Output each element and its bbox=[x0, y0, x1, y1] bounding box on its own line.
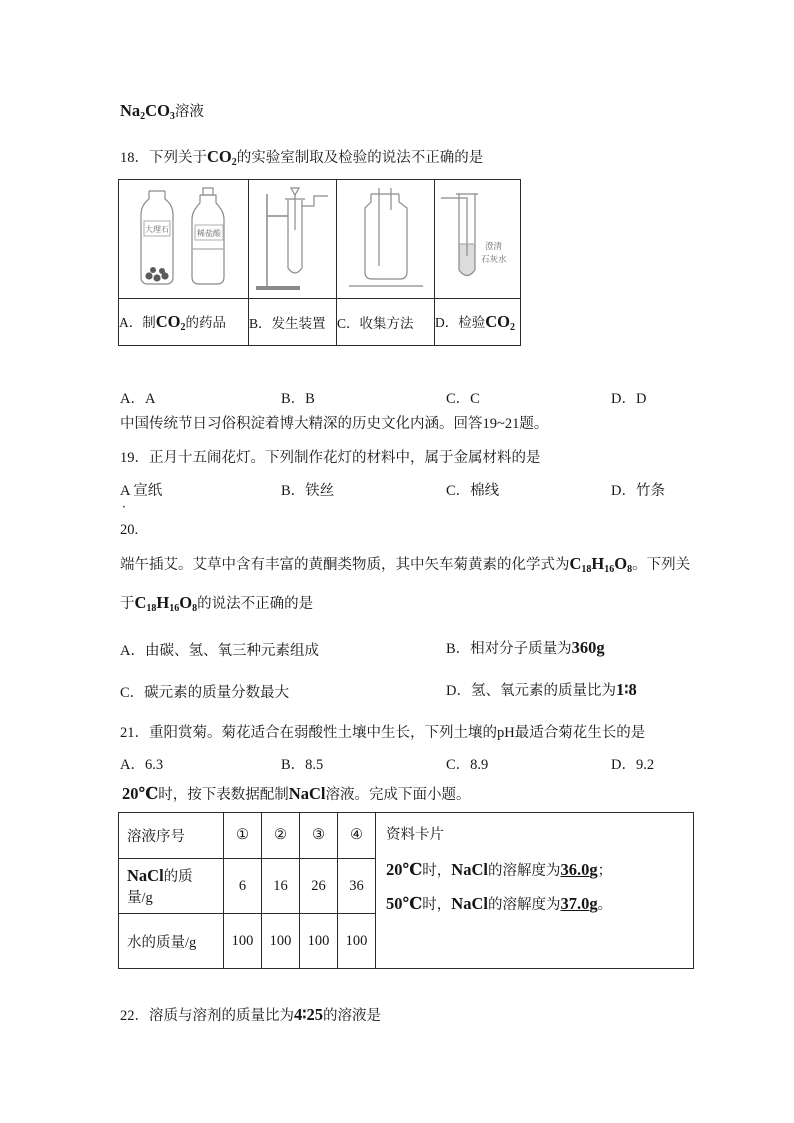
header-solution-number: 溶液序号 bbox=[119, 813, 224, 859]
q21-option-c: C．8.9 bbox=[446, 757, 489, 773]
limewater-label-line1: 澄清 bbox=[484, 241, 502, 251]
q18-apparatus-table bbox=[118, 179, 521, 346]
limewater-image-cell bbox=[435, 180, 521, 299]
q21-stem: 21．重阳赏菊。菊花适合在弱酸性土壤中生长，下列土壤的pH最适合菊花生长的是 bbox=[120, 725, 646, 741]
q22-stem: 22．溶质与溶剂的质量比为4∶25的溶液是 bbox=[120, 1005, 382, 1024]
q20-stem-line1: 端午插艾。艾草中含有丰富的黄酮类物质，其中矢车菊黄素的化学式为$C_{18}H_{16}O_8$。下列关 bbox=[120, 554, 691, 575]
nacl-table-header-row bbox=[119, 813, 694, 859]
generator-image-cell bbox=[249, 180, 337, 299]
marble-chips bbox=[145, 267, 168, 282]
q20-number: 20. bbox=[120, 522, 139, 538]
q18-option-a: A．A bbox=[120, 391, 156, 407]
q18-option-c: C．C bbox=[446, 391, 480, 407]
q20-option-a: A．由碳、氢、氧三种元素组成 bbox=[120, 643, 319, 659]
q19-stem: 19．正月十五闹花灯。下列制作花灯的材料中，属于金属材料的是 bbox=[120, 450, 541, 466]
data-card-line2: 50℃时，NaCl的溶解度为37.0g。 bbox=[386, 894, 613, 913]
nacl-mass-label: NaCl的质量/g bbox=[119, 859, 224, 914]
water-mass-value-1: 100 bbox=[224, 914, 262, 969]
q21-option-d: D．9.2 bbox=[611, 757, 655, 773]
reagents-image-cell bbox=[119, 180, 249, 299]
q19-option-c: C．棉线 bbox=[446, 483, 500, 499]
sodium-carbonate-solution-text: $Na_2CO_3$溶液 bbox=[120, 101, 204, 122]
gas-generator-icon bbox=[254, 186, 332, 292]
nacl-mass-value-3: 26 bbox=[300, 859, 338, 914]
apparatus-label-row bbox=[119, 299, 521, 346]
bottle-label-acid: 稀盐酸 bbox=[196, 229, 221, 238]
q21-option-b: B．8.5 bbox=[281, 757, 324, 773]
water-mass-value-4: 100 bbox=[338, 914, 376, 969]
q18-choice-c-label: C．收集方法 bbox=[337, 299, 435, 346]
q19-option-a: A 宣纸 bbox=[120, 483, 163, 499]
water-mass-value-3: 100 bbox=[300, 914, 338, 969]
header-circle-3: ③ bbox=[300, 813, 338, 859]
header-circle-1: ① bbox=[224, 813, 262, 859]
q20-stem-line2: 于$C_{18}H_{16}O_8$的说法不正确的是 bbox=[120, 593, 314, 614]
q19-stray-period: ． bbox=[122, 496, 135, 510]
nacl-mass-value-4: 36 bbox=[338, 859, 376, 914]
q18-choice-b-label: B．发生装置 bbox=[249, 299, 337, 346]
q18-choice-a-label: A．制$CO_2$的药品 bbox=[119, 299, 249, 346]
reagent-bottles-icon bbox=[125, 187, 243, 291]
header-circle-2: ② bbox=[262, 813, 300, 859]
collection-image-cell bbox=[337, 180, 435, 299]
q18-option-b: B．B bbox=[281, 391, 315, 407]
nacl-solution-table bbox=[118, 812, 694, 969]
data-card-title: 资料卡片 bbox=[386, 827, 444, 843]
water-mass-value-2: 100 bbox=[262, 914, 300, 969]
limewater-test-icon bbox=[437, 186, 519, 292]
bottle-label-marble: 大理石 bbox=[144, 225, 169, 234]
limewater-label-line2: 石灰水 bbox=[480, 254, 507, 264]
q18-choice-d-label: D．检验$CO_2$ bbox=[435, 299, 521, 346]
data-card bbox=[376, 813, 694, 969]
data-card-line1: 20℃时，NaCl的溶解度为36.0g； bbox=[386, 860, 613, 879]
nacl-intro: 20℃时，按下表数据配制NaCl溶液。完成下面小题。 bbox=[122, 784, 471, 803]
nacl-mass-value-1: 6 bbox=[224, 859, 262, 914]
q20-option-c: C．碳元素的质量分数最大 bbox=[120, 685, 290, 701]
gas-collection-bottle-icon bbox=[341, 186, 431, 292]
q18-option-d: D．D bbox=[611, 391, 647, 407]
water-mass-label: 水的质量/g bbox=[119, 914, 224, 969]
header-circle-4: ④ bbox=[338, 813, 376, 859]
context-19-21: 中国传统节日习俗积淀着博大精深的历史文化内涵。回答19~21题。 bbox=[120, 416, 549, 432]
nacl-mass-value-2: 16 bbox=[262, 859, 300, 914]
apparatus-image-row bbox=[119, 180, 521, 299]
q20-option-d: D．氢、氧元素的质量比为1∶8 bbox=[446, 680, 637, 699]
q19-option-b: B．铁丝 bbox=[281, 483, 335, 499]
q21-option-a: A．6.3 bbox=[120, 757, 164, 773]
q18-stem: 18．下列关于$CO_2$的实验室制取及检验的说法不正确的是 bbox=[120, 147, 484, 168]
q20-option-b: B．相对分子质量为360g bbox=[446, 638, 605, 657]
q19-option-d: D．竹条 bbox=[611, 483, 665, 499]
